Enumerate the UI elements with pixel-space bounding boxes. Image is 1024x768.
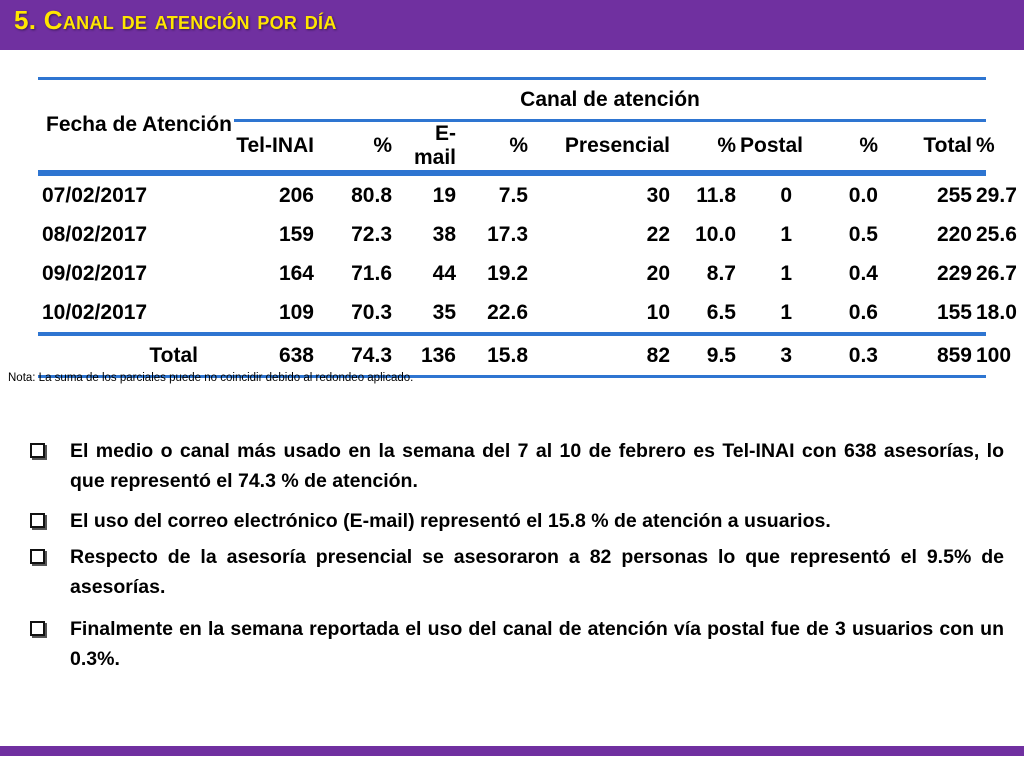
fecha-header: Fecha de Atención xyxy=(38,79,234,171)
attention-table xyxy=(38,77,1017,378)
bullet-text: El medio o canal más usado en la semana del 7 al 10 de febrero es Tel-INAI con 638 asesorías, lo que representó el 74.3 % de atención. xyxy=(70,440,1004,492)
table-row xyxy=(38,173,986,215)
cell-postal: 1 xyxy=(780,222,792,246)
cell-tel-inai: 159 xyxy=(278,222,314,246)
bullet-item xyxy=(28,436,1004,496)
row-date: 09/02/2017 xyxy=(42,261,148,285)
cell-total-pct: 18.0 xyxy=(976,300,1017,324)
checkbox-bullet-icon xyxy=(30,443,45,458)
cell-postal: 1 xyxy=(780,300,792,324)
column-header: % xyxy=(976,134,995,157)
total-tel-inai: 638 xyxy=(234,334,318,377)
column-header: % xyxy=(859,134,878,157)
cell-postal-pct: 0.0 xyxy=(848,183,878,207)
cell-email: 38 xyxy=(432,222,456,246)
bullet-text: Respecto de la asesoría presencial se asesoraron a 82 personas lo que representó el 9.5% de asesorías. xyxy=(70,546,1004,598)
cell-presencial-pct: 6.5 xyxy=(706,300,736,324)
column-header: % xyxy=(509,134,528,157)
cell-postal: 0 xyxy=(780,183,792,207)
cell-total-pct: 26.7 xyxy=(976,261,1017,285)
row-date: 10/02/2017 xyxy=(42,300,148,324)
bullet-text: El uso del correo electrónico (E-mail) representó el 15.8 % de atención a usuarios. xyxy=(70,510,831,532)
title-bar xyxy=(0,0,1024,50)
total-tel-inai-pct: 74.3 xyxy=(318,334,396,377)
checkbox-bullet-icon xyxy=(30,513,45,528)
cell-presencial: 10 xyxy=(646,300,670,324)
cell-tel-inai-pct: 72.3 xyxy=(351,222,392,246)
checkbox-bullet-icon xyxy=(30,549,45,564)
cell-tel-inai-pct: 70.3 xyxy=(351,300,392,324)
cell-email-pct: 22.6 xyxy=(487,300,528,324)
cell-total: 220 xyxy=(936,222,972,246)
table-row xyxy=(38,254,986,293)
attention-table-grid xyxy=(38,77,1017,378)
cell-presencial-pct: 11.8 xyxy=(696,183,736,207)
cell-total: 229 xyxy=(936,261,972,285)
cell-email: 44 xyxy=(432,261,456,285)
column-header: Postal xyxy=(740,134,804,157)
total-presencial: 82 xyxy=(532,334,674,377)
total-postal-pct: 0.3 xyxy=(796,334,882,377)
cell-postal-pct: 0.5 xyxy=(848,222,878,246)
canal-header: Canal de atención xyxy=(234,79,986,121)
cell-tel-inai: 109 xyxy=(278,300,314,324)
column-header: Tel-INAI xyxy=(236,134,314,157)
column-header: E-mail xyxy=(413,122,456,169)
cell-total-pct: 25.6 xyxy=(976,222,1017,246)
total-email-pct: 15.8 xyxy=(460,334,532,377)
cell-email-pct: 19.2 xyxy=(487,261,528,285)
column-header: % xyxy=(717,134,736,157)
cell-presencial: 30 xyxy=(646,183,670,207)
cell-email-pct: 17.3 xyxy=(487,222,528,246)
total-label: Total xyxy=(38,334,234,377)
header-row-1 xyxy=(38,79,986,121)
row-date: 08/02/2017 xyxy=(42,222,148,246)
cell-tel-inai: 206 xyxy=(278,183,314,207)
cell-postal-pct: 0.6 xyxy=(848,300,878,324)
total-total: 859 xyxy=(882,334,976,377)
total-row xyxy=(38,334,986,377)
bullet-item xyxy=(28,542,1004,602)
bullet-item xyxy=(28,614,1004,674)
table-row xyxy=(38,215,986,254)
total-presencial-pct: 9.5 xyxy=(674,334,740,377)
row-date: 07/02/2017 xyxy=(42,183,148,207)
column-header: % xyxy=(373,134,392,157)
bullet-text: Finalmente en la semana reportada el uso del canal de atención vía postal fue de 3 usuarios con un 0.3%. xyxy=(70,618,1004,670)
cell-total-pct: 29.7 xyxy=(976,183,1017,207)
cell-presencial: 22 xyxy=(646,222,670,246)
cell-presencial: 20 xyxy=(646,261,670,285)
cell-tel-inai: 164 xyxy=(278,261,314,285)
cell-presencial-pct: 10.0 xyxy=(695,222,736,246)
cell-total: 255 xyxy=(936,183,972,207)
cell-presencial-pct: 8.7 xyxy=(706,261,736,285)
page-title: 5. Canal de atención por día xyxy=(14,5,337,35)
column-header: Total xyxy=(923,134,972,157)
cell-postal: 1 xyxy=(780,261,792,285)
bullet-list xyxy=(28,436,1004,674)
total-postal: 3 xyxy=(740,334,796,377)
total-email: 136 xyxy=(396,334,460,377)
bullet-item xyxy=(28,506,1004,536)
cell-email-pct: 7.5 xyxy=(498,183,528,207)
cell-tel-inai-pct: 71.6 xyxy=(351,261,392,285)
checkbox-bullet-icon xyxy=(30,621,45,636)
table-note: Nota: La suma de los parciales puede no coincidir debido al redondeo aplicado. xyxy=(8,372,414,384)
cell-total: 155 xyxy=(936,300,972,324)
cell-postal-pct: 0.4 xyxy=(848,261,878,285)
bottom-bar xyxy=(0,746,1024,756)
cell-email: 35 xyxy=(432,300,456,324)
cell-tel-inai-pct: 80.8 xyxy=(351,183,392,207)
table-row xyxy=(38,293,986,334)
column-header: Presencial xyxy=(564,134,670,157)
total-total-pct: 100 xyxy=(976,334,986,377)
cell-email: 19 xyxy=(432,183,456,207)
